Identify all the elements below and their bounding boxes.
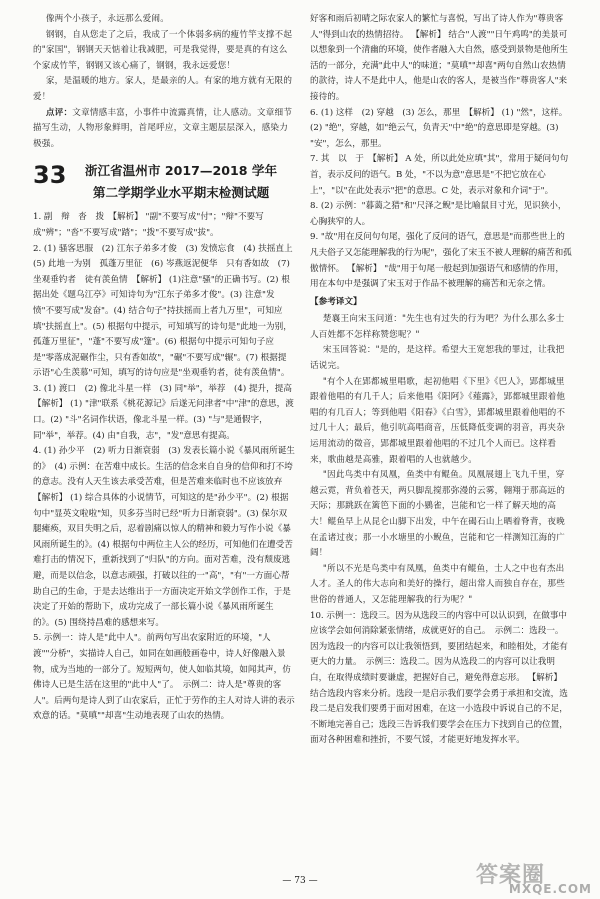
section-title-line-2: 第二学期学业水平期末检测试题 xyxy=(92,185,270,201)
section-title xyxy=(67,160,295,204)
page-number: — 73 — xyxy=(282,876,318,886)
translation-paragraph-3: "有个人在郢都城里唱歌，起初他唱《下里》《巴人》，郢都城里跟着他唱的有几千人；后来他唱《阳阿》《薤露》，郢都城里跟着他唱的有几百人；等到他唱《阳春》《白雪》，郢都城里跟着他唱的不过几十人；最后，他引吭高唱商音，压低降低变调的羽音，再夹杂运用流动的徵音，郢都城里跟着他唱的不过几个人而已。这样看来，歌曲越是高雅，跟着唱的人也就越少。 xyxy=(310,376,566,465)
translation-title: 【参考译文】 xyxy=(310,296,362,307)
translation-paragraph-2: 宋玉回答说："是的，是这样。希望大王宽恕我的罪过，让我把话说完。 xyxy=(310,345,565,372)
intro-paragraph-3: 家，是温暖的地方。家人，是最亲的人。有家的地方就有无限的爱！ xyxy=(33,76,293,102)
answer-item-8: 8. (2) 示例："暮蔼之猎"和"尺泽之鲵"是比喻鼠目寸光，见识狭小，心胸狭窄的人。 xyxy=(310,201,567,227)
right-column xyxy=(310,12,572,749)
answer-item-10: 10. 示例一：选段三。因为从选段三的内容中可以认识到，在做事中应该学会如何消除紧张情绪，成就更好的自己。 示例二：选段一。因为选段一的内容可以让我领悟到，要团结起来，和睦相处，才能有更大的力量。 示例三：选段二。因为从选段二的内容可以让我明白，在取得成绩时要谦虚，把握好自己，避免得意忘形。 【解析】 结合选段内容来分析。选段一是启示我们要学会勇于承担和交流，选段二是启发我们要勇于面对困难，在这一小选段中诉说自己的不足，不断地完善自己；选段三告诉我们要学会在压力下找到自己的位置，面对各种困难和挫折，不要气馁，才能更好地发挥水平。 xyxy=(310,610,568,746)
watermark-logo xyxy=(476,858,594,894)
translation-paragraph-4: "因此鸟类中有凤凰，鱼类中有鲲鱼。凤凰展翅上飞九千里，穿越云霓，背负着苍天，两只脚乱搅那弥漫的云雾，翱翔于那高远的天际；那跳跃在篱笆下面的小鷃雀，岂能和它一样了解天地的高大！鲲鱼早上从昆仑山脚下出发，中午在碣石山上晒着脊背，夜晚在孟诸过夜；那一小水塘里的小鲵鱼，岂能和它一样测知江海的广阔！ xyxy=(310,470,566,559)
section-heading xyxy=(33,160,295,204)
comment-label: 点评： xyxy=(45,107,73,118)
watermark-main-text: 答案圈 xyxy=(476,863,546,888)
answer-item-1: 1. 副 辩 沓 拨 【解析】 "副"不要写成"付"；"辩"不要写成"辨"；"沓"不要写成"踏"；"拨"不要写成"拔"。 xyxy=(33,212,264,238)
answer-item-7: 7. 其 以 于 【解析】 A 处，所以此处应填"其"，常用于疑问句句首，表示反问的语气。B 处，"不以为意"意思是"不把它放在心上"，"以"在此处表示"把"的意思。C 处，表示对象和介词"于"。 xyxy=(310,154,569,196)
intro-paragraph-1: 像两个小孩子，永远那么爱闹。 xyxy=(45,14,170,24)
left-column xyxy=(33,12,302,725)
translation-paragraph-1: 楚襄王向宋玉问道："先生也有过失的行为吧？为什么那么多士人百姓都不怎样称赞您呢？" xyxy=(310,314,565,340)
answer-item-9: 9. "故"用在反问句句尾，强化了反问的语气，意思是"而那些世上的凡夫俗子又怎能理解我的行为呢"，强化了宋玉不被人理解的痛苦和孤傲情怀。 【解析】 "哉"用于句尾一般起到加强语气和感情的作用，用在本句中是强调了宋玉对于作品不被理解的痛苦和无奈之情。 xyxy=(310,232,572,290)
comment-text: 文章情感丰富，小事件中流露真情，让人感动。文章细节描写生动，人物形象鲜明，首尾呼应，文章主题层层深入，感染力极强。 xyxy=(33,107,293,149)
comment-paragraph xyxy=(33,106,295,153)
section-title-line-1: 浙江省温州市 2017—2018 学年 xyxy=(84,163,278,179)
answer-item-4: 4. (1) 孙少平 (2) 听力日渐衰弱 (3) 发表长篇小说《暴风雨所诞生的》 (4) 示例：在苦难中成长。生活的信念来自自身的信仰和打不垮的意志。没有人天生该去承受苦难，但是苦难来临时也不应该放弃 【解析】 (1) 综合具体的小说情节，可知这的是"孙少平"。(2) 根据句中"显英文啦啦"知，贝多芬当时已经"听力日渐衰弱"。(3) 保尔双腿瘫痪，双目失明之后，忍着剧痛以惊人的精神和毅力写作小说《暴风雨所诞生的》。(4) 根据句中两位主人公的经历，可知他们在遭受苦难打击的情况下，重新找到了"归队"的方向。面对苦难，没有颓废逃避，而是以信念，以意志顽强，打破以往的一"高"，"有"一方面心帮助自己的生命，于是去达维出于一方面决定开始文学创作工作，于是决定了开始的帮助下，成功完成了一部长篇小说《暴风雨所诞生的》。(5) 围绕持昌难的感想来写。 xyxy=(33,446,295,628)
watermark-sub-text: MXQE.COM xyxy=(508,882,592,896)
translation-paragraph-5: "所以不光是鸟类中有凤凰，鱼类中有鲲鱼，士人之中也有杰出人才。圣人的伟大志向和美好的操行，超出常人而独自存在，那些世俗的普通人，又怎能理解我的行为呢？" xyxy=(310,563,566,605)
intro-paragraph-2: 钢钢，自从您走了之后，我成了一个体弱多病的瘦竹竿支撑不起的"家国"，钢钢天天惦着让我减肥，可是我觉得，要是真的有这么个家成竹竿，钢钢又该心痛了，钢钢，我永远爱您！ xyxy=(33,29,293,71)
answer-item-6: 6. (1) 这样 (2) 穿越 (3) 怎么，那里 【解析】 (1) "然"，这样。(2) "绝"，穿越，如"绝云气，负青天"中"绝"的意思即是穿越。(3) "安"，怎么，那里。 xyxy=(310,107,568,149)
section-number: 33 xyxy=(33,161,67,190)
answer-item-2: 2. (1) 骚客思服 (2) 江东子弟多才俊 (3) 发愤忘食 (4) 扶摇直上 (5) 此地一为别 孤蓬万里征 (6) 岑燕返泥便华 只有香如故 (7) 坐观垂钓者 徒有羡鱼情 【解析】 (1)注意"骚"的正确书写。(2) 根据出处《题乌江亭》可知诗句为"江东子弟多才俊"。(3) 注意"发愤"不要写成"发奋"。(4) 结合句子"持扶摇而上者九万里"，可知应填"扶摇直上"。(5) 根据句中提示，可知填写的诗句是"此地一为别，孤蓬万里征"，"蓬"不要写成"篷"。(6) 根据句中提示可知句子应是"零落成泥碾作尘，只有香如故"，"碾"不要写成"辗"。(7) 根据提示语"心生羡慕"可知，填写的诗句应是"坐观垂钓者，徒有羡鱼情"。 xyxy=(33,243,302,379)
answer-item-3: 3. (1) 渡口 (2) 像北斗星一样 (3) 同"举"，举荐 (4) 提升，提高 【解析】 (1) "津"联系《桃花源记》后遂无问津者"中"津"的意思，渡口。(2) "斗"名词作状语，像北斗星一样。(3) "与"是通假字，同"举"，举荐。(4) 由"自我，志"，"发"意思有提高。 xyxy=(33,383,301,441)
item-5-continuation: 好客和雨后初晴之际农家人的繁忙与喜悦，写出了诗人作为"尊贵客人"得到山农的热情招待。 【解析】 结合"人渡""日午鸡鸣"的美景可以想象到一个清幽的环境，使作者融入大自然，感受到景物是他所生活的一部分，充满"此中人"的味道；"莫嗔""却喜"两句自然山农热情的款待，诗人不是此中人，他是山农的客人，是被当作"尊贵客人"来接待的。 xyxy=(310,14,568,102)
answer-item-5: 5. 示例一：诗人是"此中人"。前两句写出农家附近的环境，"人渡""分桥"，实描诗人自己，如同在如画般画卷中，诗人好像融入景物，成为当地的一部分了。短短两句，使人如临其境，如闻其声，仿佛诗人已是生活在这里的"此中人"了。 示例二：诗人是"尊贵的客人"。后两句是诗人到了山农家后，正忙于劳作的主人对诗人讲的表示欢意的话。"莫嗔""却喜"生动地表现了山农的热情。 xyxy=(33,633,295,722)
